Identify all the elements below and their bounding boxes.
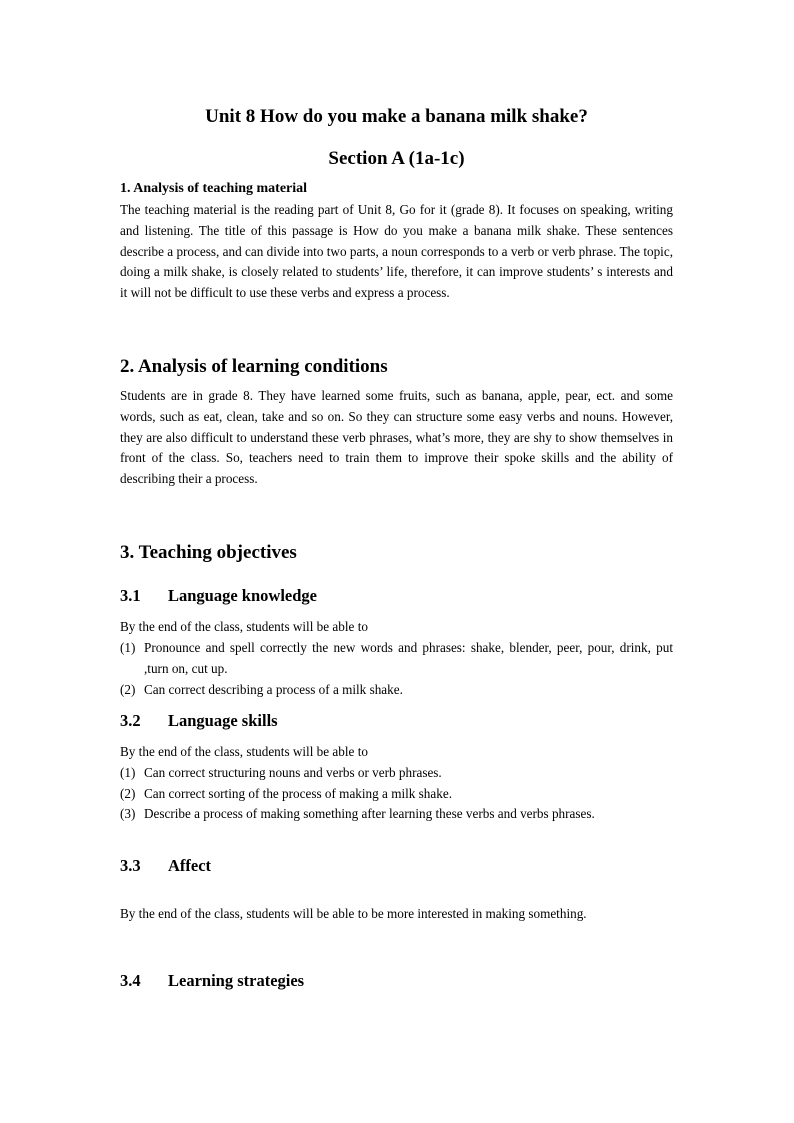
list-item-text: Can correct structuring nouns and verbs or verb phrases. xyxy=(144,765,442,780)
list-item-text: Can correct sorting of the process of making a milk shake. xyxy=(144,786,452,801)
subsection-3-2-heading xyxy=(120,711,278,731)
subsection-3-1-heading xyxy=(120,586,317,606)
section-3-heading: 3. Teaching objectives xyxy=(120,542,297,563)
subsection-number: 3.1 xyxy=(120,586,141,605)
list-item xyxy=(120,804,673,825)
list-item-number: (3) xyxy=(120,806,136,821)
list-item xyxy=(120,680,673,701)
list-item xyxy=(120,638,673,680)
subsection-3-1-intro: By the end of the class, students will be able to xyxy=(120,619,368,634)
list-item-text: Pronounce and spell correctly the new words and phrases: shake, blender, peer, pour, drink, put ,turn on, cut up. xyxy=(144,640,673,676)
list-item-number: (2) xyxy=(120,682,136,697)
subsection-3-2-intro: By the end of the class, students will be able to xyxy=(120,744,368,759)
document-title: Unit 8 How do you make a banana milk shake? xyxy=(205,106,588,127)
list-item-number: (1) xyxy=(120,765,136,780)
subsection-number: 3.3 xyxy=(120,856,141,875)
list-item-number: (2) xyxy=(120,786,136,801)
document-subtitle: Section A (1a-1c) xyxy=(328,148,465,169)
section-1-heading: 1. Analysis of teaching material xyxy=(120,181,308,196)
subsection-title: Language knowledge xyxy=(168,586,317,605)
list-item-text: Can correct describing a process of a milk shake. xyxy=(144,682,403,697)
section-1-body: The teaching material is the reading part of Unit 8, Go for it (grade 8). It focuses on speaking, writing and listening. The title of this passage is How do you make a banana milk shake. These sentences describe a process, and can divide into two parts, a noun corresponds to a verb or verb phrase. The topic, doing a milk shake, is closely related to students’ life, therefore, it can improve students’ s interests and it will not be difficult to use these verbs and express a process. xyxy=(120,202,673,301)
subsection-3-3-body: By the end of the class, students will be able to be more interested in making something. xyxy=(120,906,587,921)
list-item-text: Describe a process of making something after learning these verbs and verbs phrases. xyxy=(144,806,595,821)
section-2-body: Students are in grade 8. They have learned some fruits, such as banana, apple, pear, ect. and some words, such as eat, clean, take and so on. So they can structure some easy verbs and nouns. However, they are also difficult to understand these verb phrases, what’s more, they are shy to show themselves in front of the class. So, teachers need to train them to improve their spoke skills and the ability of describing their a process. xyxy=(120,388,673,487)
subsection-number: 3.4 xyxy=(120,971,141,990)
subsection-title: Language skills xyxy=(168,711,278,730)
subsection-number: 3.2 xyxy=(120,711,141,730)
subsection-3-3-heading xyxy=(120,856,211,876)
list-item xyxy=(120,784,673,805)
subsection-title: Learning strategies xyxy=(168,971,305,990)
subsection-3-4-heading xyxy=(120,971,304,991)
list-item-number: (1) xyxy=(120,640,136,655)
section-2-heading: 2. Analysis of learning conditions xyxy=(120,356,388,377)
subsection-title: Affect xyxy=(168,856,212,875)
list-item xyxy=(120,763,673,784)
